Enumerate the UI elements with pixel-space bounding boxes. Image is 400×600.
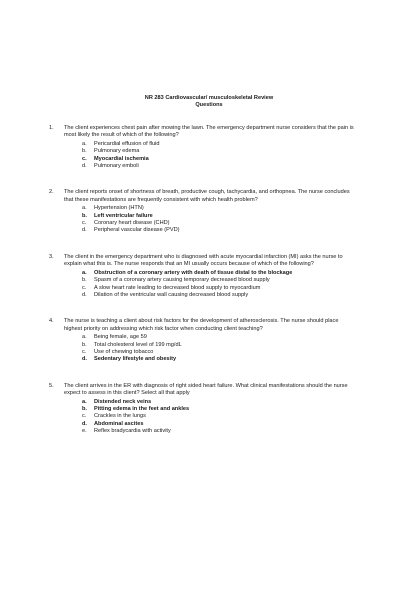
option-text: Hypertension (HTN) xyxy=(94,205,144,212)
option-text: Spasm of a coronary artery causing temporary decreased blood supply xyxy=(94,277,270,284)
answer-option xyxy=(64,205,354,212)
document-title: NR 283 Cardiovascular/ musculoskeletal Review xyxy=(144,95,274,101)
answer-option xyxy=(64,227,354,234)
question-text: The client in the emergency department who is diagnosed with acute myocardial infarction (MI) asks the nurse to explain what this is. The nurse responds that an MI usually occurs because of which of the following? xyxy=(64,253,343,268)
answer-option xyxy=(64,277,354,284)
answer-option-correct xyxy=(64,213,354,220)
answer-option-correct xyxy=(64,399,354,406)
option-letter: c. xyxy=(82,220,87,227)
option-text: Pulmonary edema xyxy=(94,148,140,155)
option-letter: b. xyxy=(82,405,87,412)
answer-option xyxy=(64,141,354,148)
option-letter: d. xyxy=(82,356,87,363)
document-subtitle: Questions xyxy=(195,102,223,108)
option-letter: a. xyxy=(82,334,87,341)
answer-option xyxy=(64,428,354,435)
answer-option xyxy=(64,342,354,349)
option-letter: d. xyxy=(82,227,87,234)
option-text: Dilation of the ventricular wall causing decreased blood supply xyxy=(94,291,249,298)
document-header xyxy=(64,95,354,109)
option-text: Being female, age 59 xyxy=(94,334,147,341)
option-text: A slow heart rate leading to decreased blood supply to myocardium xyxy=(94,284,261,291)
option-text: Coronary heart disease (CHD) xyxy=(94,220,170,227)
option-text: Obstruction of a coronary artery with death of tissue distal to the blockage xyxy=(94,269,293,276)
option-letter: b. xyxy=(82,277,87,284)
question-number: 1. xyxy=(49,125,54,131)
answer-option xyxy=(64,413,354,420)
question-5 xyxy=(49,382,354,436)
option-letter: c. xyxy=(82,413,87,420)
option-text: Use of chewing tobacco xyxy=(94,348,154,355)
option-text: Crackles in the lungs xyxy=(94,413,146,420)
option-text: Myocardial ischemia xyxy=(94,155,149,162)
question-text: The client reports onset of shortness of breath, productive cough, tachycardia, and orthopnea. The nurse concludes that these manifestations are frequently consistent with which health problem? xyxy=(64,189,350,203)
answer-option-correct xyxy=(64,156,354,163)
question-text: The nurse is teaching a client about risk factors for the development of atherosclerosis. The nurse should place highest priority on addressing which risk factor when conducting client teaching? xyxy=(64,318,339,332)
option-text: Pericardial effusion of fluid xyxy=(94,140,160,147)
answer-option xyxy=(64,220,354,227)
answer-options xyxy=(64,205,354,235)
answer-options xyxy=(64,141,354,171)
option-text: Left ventricular failure xyxy=(94,212,153,219)
option-letter: a. xyxy=(82,205,87,212)
option-letter: b. xyxy=(82,212,87,219)
option-text: Peripheral vascular disease (PVD) xyxy=(94,227,180,234)
option-text: Distended neck veins xyxy=(94,398,152,405)
option-letter: c. xyxy=(82,348,87,355)
question-number: 3. xyxy=(49,253,54,260)
question-2 xyxy=(49,189,354,234)
question-1 xyxy=(49,125,354,170)
answer-option-correct xyxy=(64,421,354,428)
answer-option xyxy=(64,334,354,341)
option-letter: d. xyxy=(82,163,87,170)
answer-option xyxy=(64,292,354,299)
answer-option xyxy=(64,148,354,155)
option-letter: a. xyxy=(82,269,87,276)
option-letter: e. xyxy=(82,428,87,435)
question-number: 4. xyxy=(49,318,54,325)
question-3 xyxy=(49,253,354,299)
option-text: Pulmonary emboli xyxy=(94,163,139,170)
question-number: 5. xyxy=(49,382,54,389)
question-text: The client experiences chest pain after mowing the lawn. The emergency department nurse considers that the pain is most likely the result of which of the following? xyxy=(64,125,354,139)
option-text: Pitting edema in the feet and ankles xyxy=(94,405,190,412)
answer-option xyxy=(64,163,354,170)
option-text: Total cholesterol level of 199 mg/dL xyxy=(94,341,182,348)
question-4 xyxy=(49,318,354,363)
answer-option-correct xyxy=(64,406,354,413)
option-text: Reflex bradycardia with activity xyxy=(94,428,171,435)
answer-option-correct xyxy=(64,356,354,363)
option-letter: d. xyxy=(82,420,87,427)
option-letter: c. xyxy=(82,155,87,162)
option-letter: c. xyxy=(82,284,87,291)
answer-option xyxy=(64,349,354,356)
option-letter: d. xyxy=(82,291,87,298)
answer-options xyxy=(64,399,354,436)
answer-options xyxy=(64,334,354,364)
answer-options xyxy=(64,270,354,300)
option-text: Abdominal ascites xyxy=(94,420,144,427)
option-letter: a. xyxy=(82,140,87,147)
answer-option-correct xyxy=(64,270,354,277)
option-letter: b. xyxy=(82,341,87,348)
option-text: Sedentary lifestyle and obesity xyxy=(94,356,177,363)
option-letter: b. xyxy=(82,148,87,155)
question-text: The client arrives in the ER with diagnosis of right sided heart failure. What clinical manifestations should the nurse expect to assess in this client? Select all that apply xyxy=(64,382,348,397)
answer-option xyxy=(64,285,354,292)
option-letter: a. xyxy=(82,398,87,405)
question-number: 2. xyxy=(49,189,54,196)
